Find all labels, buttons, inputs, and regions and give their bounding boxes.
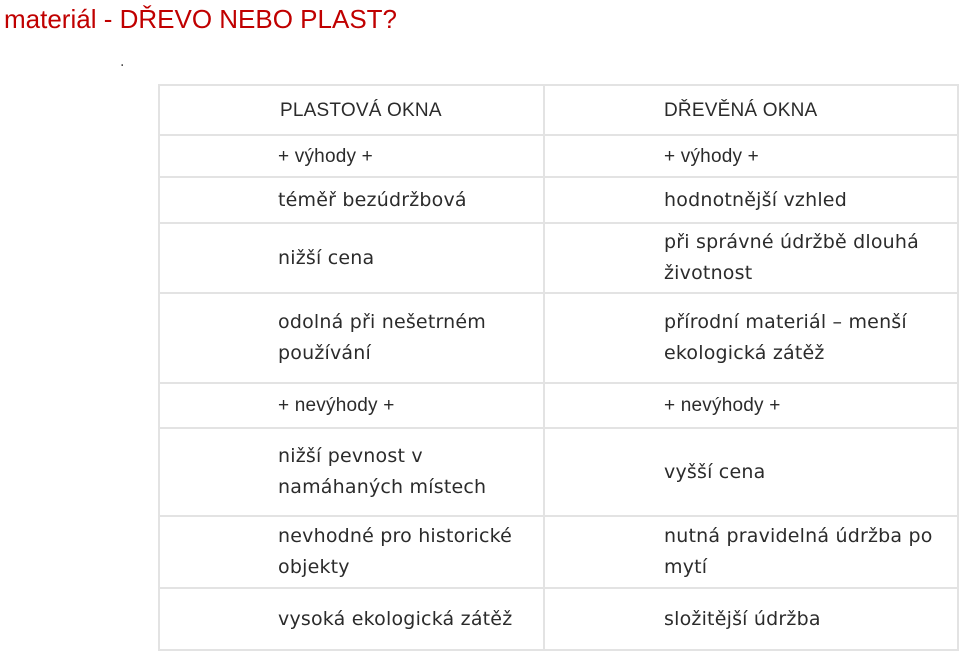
- advantage-wood-3: přírodní materiál – menší ekologická zátěž: [544, 293, 958, 383]
- stray-dot: .: [120, 54, 125, 70]
- disadvantage-wood-1: vyšší cena: [544, 428, 958, 516]
- advantage-plastic-3: odolná při nešetrném používání: [159, 293, 544, 383]
- disadvantages-label-wood: + nevýhody +: [544, 383, 958, 428]
- header-plastic: PLASTOVÁ OKNA: [159, 85, 544, 135]
- disadvantage-plastic-2: nevhodné pro historické objekty: [159, 516, 544, 588]
- header-wood: DŘEVĚNÁ OKNA: [544, 85, 958, 135]
- advantages-label-plastic: + výhody +: [159, 135, 544, 177]
- comparison-table: [158, 84, 959, 651]
- disadvantages-label-plastic: + nevýhody +: [159, 383, 544, 428]
- disadvantage-plastic-3: vysoká ekologická zátěž: [159, 588, 544, 650]
- disadvantage-wood-2: nutná pravidelná údržba po mytí: [544, 516, 958, 588]
- advantage-wood-1: hodnotnější vzhled: [544, 177, 958, 223]
- advantages-label-wood: + výhody +: [544, 135, 958, 177]
- disadvantage-plastic-1: nižší pevnost v namáhaných místech: [159, 428, 544, 516]
- disadvantage-wood-3: složitější údržba: [544, 588, 958, 650]
- title-prefix: materiál -: [4, 4, 120, 34]
- advantage-plastic-1: téměř bezúdržbová: [159, 177, 544, 223]
- page-title: [4, 2, 397, 36]
- title-main: DŘEVO NEBO PLAST?: [119, 4, 397, 34]
- advantage-plastic-2: nižší cena: [159, 223, 544, 293]
- advantage-wood-2: při správné údržbě dlouhá životnost: [544, 223, 958, 293]
